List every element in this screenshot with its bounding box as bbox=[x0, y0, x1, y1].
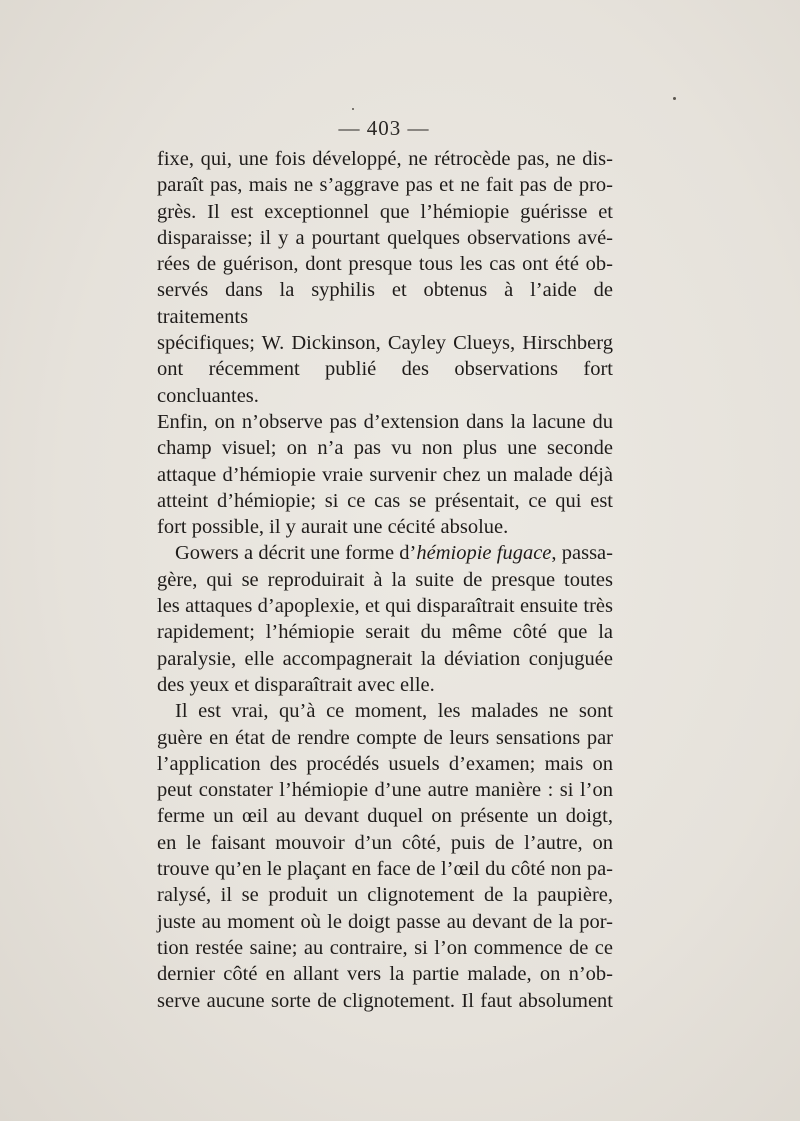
text-line: l’application des procédés usuels d’examen; mais on bbox=[157, 752, 613, 775]
text-line: rées de guérison, dont presque tous les cas ont été ob- bbox=[157, 253, 613, 276]
text-line: ferme un œil au devant duquel on présente un doigt, bbox=[157, 805, 613, 828]
text-line: fort possible, il y aurait une cécité absolue. bbox=[157, 516, 509, 539]
text-line: Enfin, on n’observe pas d’extension dans la lacune du bbox=[157, 410, 613, 433]
text-line: guère en état de rendre compte de leurs sensations par bbox=[157, 726, 613, 749]
text-line: paralysie, elle accompagnerait la déviation conjuguée bbox=[157, 647, 613, 670]
text-line: rapidement; l’hémiopie serait du même côté que la bbox=[157, 621, 613, 644]
text-line: servés dans la syphilis et obtenus à l’aide de traitements bbox=[157, 279, 613, 328]
text-line: des yeux et disparaîtrait avec elle. bbox=[157, 673, 435, 696]
italic-term: hémiopie fugace bbox=[416, 542, 552, 565]
text-line: spécifiques; W. Dickinson, Cayley Clueys, Hirschberg bbox=[157, 332, 613, 355]
text-line: peut constater l’hémiopie d’une autre manière : si l’on bbox=[157, 779, 613, 802]
text-line-with-italic: Gowers a décrit une forme d’hémiopie fugace, passa- bbox=[175, 542, 613, 565]
text-line: en le faisant mouvoir d’un côté, puis de l’autre, on bbox=[157, 831, 613, 854]
text-line: les attaques d’apoplexie, et qui disparaîtrait ensuite très bbox=[157, 595, 613, 618]
paper-speck bbox=[352, 108, 354, 110]
text-line: ralysé, il se produit un clignotement de la paupière, bbox=[157, 884, 613, 907]
paper-speck bbox=[673, 97, 676, 100]
text-line: serve aucune sorte de clignotement. Il faut absolument bbox=[157, 989, 613, 1012]
text-line: juste au moment où le doigt passe au devant de la por- bbox=[157, 910, 613, 933]
text-line: trouve qu’en le plaçant en face de l’œil du côté non pa- bbox=[157, 858, 613, 881]
text-line: attaque d’hémiopie vraie survenir chez un malade déjà bbox=[157, 463, 613, 486]
text-line: champ visuel; on n’a pas vu non plus une seconde bbox=[157, 437, 613, 460]
text-line: paraît pas, mais ne s’aggrave pas et ne fait pas de pro- bbox=[157, 174, 613, 197]
text-line: Il est vrai, qu’à ce moment, les malades ne sont bbox=[175, 700, 613, 723]
text-line: gère, qui se reproduirait à la suite de presque toutes bbox=[157, 568, 613, 591]
paragraph-2 bbox=[157, 540, 613, 698]
page-number: — 403 — bbox=[338, 116, 430, 140]
paragraph-1 bbox=[157, 146, 613, 540]
text-line: disparaisse; il y a pourtant quelques observations avé- bbox=[157, 226, 613, 249]
text-line: atteint d’hémiopie; si ce cas se présentait, ce qui est bbox=[157, 489, 613, 512]
paragraph-3 bbox=[157, 698, 613, 1014]
text-line: grès. Il est exceptionnel que l’hémiopie guérisse et bbox=[157, 200, 613, 223]
text-line: ont récemment publié des observations fort concluantes. bbox=[157, 358, 613, 407]
text-line: fixe, qui, une fois développé, ne rétrocède pas, ne dis- bbox=[157, 148, 613, 170]
body-text bbox=[157, 146, 613, 1014]
text-line: dernier côté en allant vers la partie malade, on n’ob- bbox=[157, 963, 613, 986]
text-line: tion restée saine; au contraire, si l’on commence de ce bbox=[157, 936, 613, 959]
